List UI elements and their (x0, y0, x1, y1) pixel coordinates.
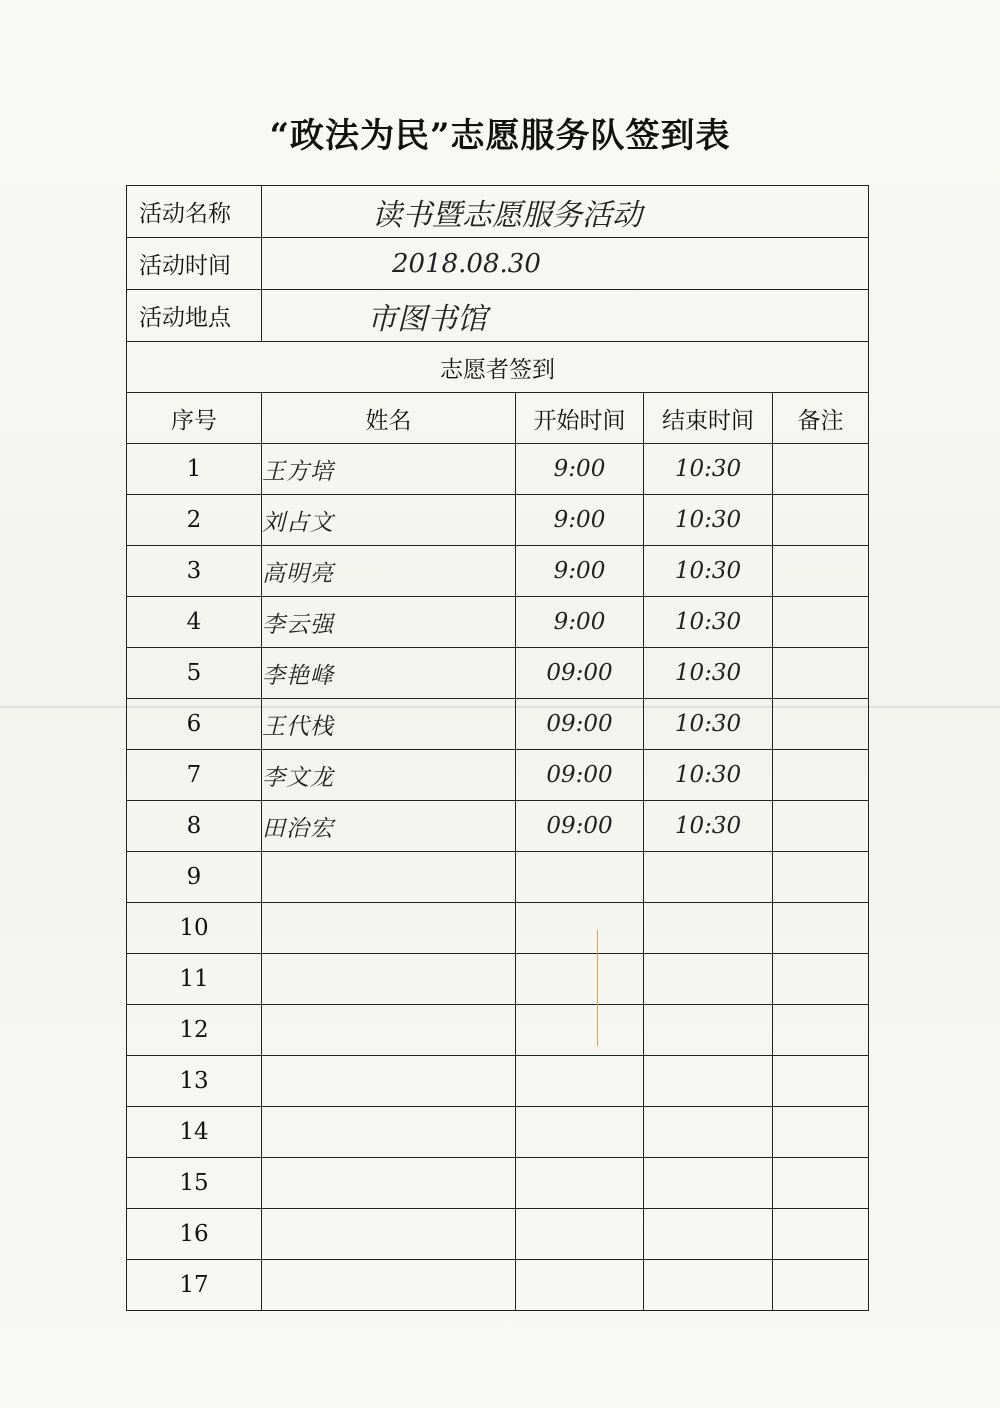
row-number: 13 (127, 1056, 262, 1107)
activity-time-value (262, 238, 869, 290)
column-header-name: 姓名 (262, 393, 516, 444)
end-time: 10:30 (644, 444, 773, 495)
activity-place-value (262, 290, 869, 342)
section-header: 志愿者签到 (127, 342, 869, 393)
activity-time-label: 活动时间 (127, 238, 262, 290)
table-row (127, 903, 869, 954)
start-time (516, 852, 644, 903)
start-time (516, 954, 644, 1005)
start-time (516, 1158, 644, 1209)
start-time: 9:00 (516, 597, 644, 648)
row-number: 1 (127, 444, 262, 495)
row-number: 6 (127, 699, 262, 750)
row-number: 17 (127, 1260, 262, 1311)
note (773, 954, 869, 1005)
activity-place-row (127, 290, 869, 342)
volunteer-name (262, 1209, 516, 1260)
note (773, 648, 869, 699)
activity-name-row (127, 186, 869, 238)
column-header-note: 备注 (773, 393, 869, 444)
volunteer-name: 王代栈 (262, 699, 516, 750)
activity-time-row (127, 238, 869, 290)
note (773, 1005, 869, 1056)
activity-name-label: 活动名称 (127, 186, 262, 238)
volunteer-name (262, 1260, 516, 1311)
volunteer-name (262, 852, 516, 903)
start-time: 09:00 (516, 750, 644, 801)
table-row (127, 444, 869, 495)
volunteer-name (262, 903, 516, 954)
volunteer-name: 李云强 (262, 597, 516, 648)
volunteer-name: 王方培 (262, 444, 516, 495)
row-number: 4 (127, 597, 262, 648)
note (773, 801, 869, 852)
sign-in-table (126, 185, 869, 1311)
row-number: 8 (127, 801, 262, 852)
end-time: 10:30 (644, 750, 773, 801)
row-number: 2 (127, 495, 262, 546)
row-number: 15 (127, 1158, 262, 1209)
volunteer-name (262, 1107, 516, 1158)
table-row (127, 852, 869, 903)
table-row (127, 495, 869, 546)
start-time (516, 1005, 644, 1056)
column-header-end: 结束时间 (644, 393, 773, 444)
end-time: 10:30 (644, 648, 773, 699)
end-time (644, 954, 773, 1005)
note (773, 1107, 869, 1158)
document-title: “政法为民”志愿服务队签到表 (269, 116, 731, 156)
column-header-row (127, 393, 869, 444)
end-time (644, 1260, 773, 1311)
table-row (127, 597, 869, 648)
note (773, 750, 869, 801)
end-time: 10:30 (644, 597, 773, 648)
end-time (644, 852, 773, 903)
table-row (127, 1260, 869, 1311)
end-time: 10:30 (644, 546, 773, 597)
table-row (127, 954, 869, 1005)
row-number: 7 (127, 750, 262, 801)
start-time: 9:00 (516, 444, 644, 495)
row-number: 3 (127, 546, 262, 597)
note (773, 699, 869, 750)
table-row (127, 1107, 869, 1158)
note (773, 495, 869, 546)
volunteer-name: 高明亮 (262, 546, 516, 597)
activity-time-handwriting: 2018.08.30 (392, 248, 541, 279)
row-number: 14 (127, 1107, 262, 1158)
row-number: 5 (127, 648, 262, 699)
activity-place-label: 活动地点 (127, 290, 262, 342)
end-time: 10:30 (644, 801, 773, 852)
volunteer-name (262, 1005, 516, 1056)
row-number: 11 (127, 954, 262, 1005)
table-row (127, 648, 869, 699)
table-row (127, 546, 869, 597)
note (773, 1056, 869, 1107)
section-header-row (127, 342, 869, 393)
start-time (516, 1260, 644, 1311)
start-time (516, 1056, 644, 1107)
end-time (644, 1158, 773, 1209)
note (773, 903, 869, 954)
volunteer-name (262, 1056, 516, 1107)
note (773, 1158, 869, 1209)
note (773, 546, 869, 597)
table-row (127, 750, 869, 801)
note (773, 444, 869, 495)
column-header-no: 序号 (127, 393, 262, 444)
start-time (516, 1209, 644, 1260)
volunteer-name (262, 1158, 516, 1209)
note (773, 597, 869, 648)
activity-place-handwriting: 市图书馆 (367, 301, 487, 337)
table-row (127, 1209, 869, 1260)
start-time: 09:00 (516, 699, 644, 750)
end-time (644, 903, 773, 954)
start-time: 9:00 (516, 495, 644, 546)
table-row (127, 1005, 869, 1056)
note (773, 852, 869, 903)
volunteer-name: 李艳峰 (262, 648, 516, 699)
volunteer-name: 田治宏 (262, 801, 516, 852)
start-time (516, 903, 644, 954)
row-number: 12 (127, 1005, 262, 1056)
note (773, 1260, 869, 1311)
row-number: 10 (127, 903, 262, 954)
end-time (644, 1056, 773, 1107)
table-row (127, 699, 869, 750)
row-number: 16 (127, 1209, 262, 1260)
start-time: 09:00 (516, 801, 644, 852)
note (773, 1209, 869, 1260)
start-time: 9:00 (516, 546, 644, 597)
row-number: 9 (127, 852, 262, 903)
end-time (644, 1005, 773, 1056)
table-row (127, 1056, 869, 1107)
end-time: 10:30 (644, 699, 773, 750)
table-row (127, 801, 869, 852)
volunteer-name (262, 954, 516, 1005)
volunteer-name: 李文龙 (262, 750, 516, 801)
start-time (516, 1107, 644, 1158)
end-time (644, 1107, 773, 1158)
table-row (127, 1158, 869, 1209)
start-time: 09:00 (516, 648, 644, 699)
pen-mark (597, 930, 598, 1046)
end-time: 10:30 (644, 495, 773, 546)
volunteer-name: 刘占文 (262, 495, 516, 546)
end-time (644, 1209, 773, 1260)
activity-name-handwriting: 读书暨志愿服务活动 (372, 197, 642, 233)
activity-name-value (262, 186, 869, 238)
column-header-start: 开始时间 (516, 393, 644, 444)
